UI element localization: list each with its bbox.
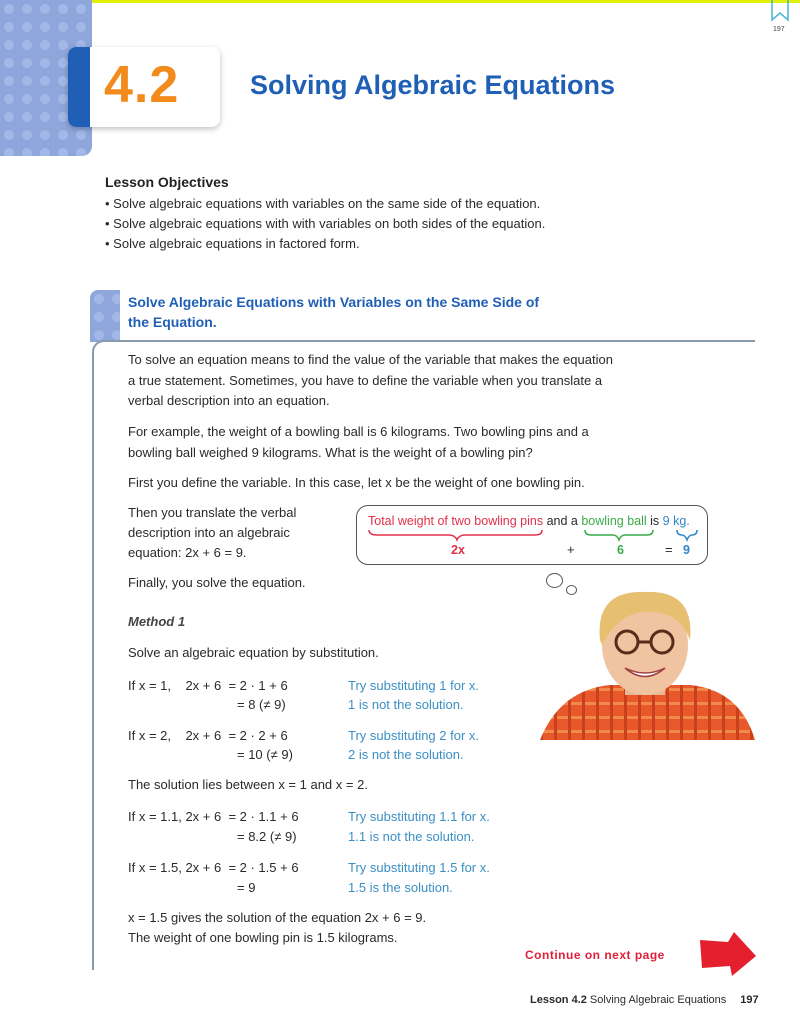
section-heading (128, 292, 539, 332)
step-result: = 10 (≠ 9) (237, 747, 293, 762)
top-border (0, 0, 800, 3)
step-note: 1 is not the solution. (348, 697, 464, 712)
paragraph-line: a true statement. Sometimes, you have to define the variable when you translate a (128, 373, 603, 388)
paragraph-line: bowling ball weighed 9 kilograms. What is the weight of a bowling pin? (128, 445, 533, 460)
step-note: Try substituting 1.1 for x. (348, 809, 490, 824)
step-note: Try substituting 2 for x. (348, 728, 480, 743)
objective-item: • Solve algebraic equations with with variables on both sides of the equation. (105, 216, 546, 231)
step-result: = 9 (237, 880, 256, 895)
method-intro: Solve an algebraic equation by substitution. (128, 645, 379, 660)
lesson-number-box (68, 47, 220, 127)
objective-item: • Solve algebraic equations with variables on the same side of the equation. (105, 196, 541, 211)
continue-link[interactable]: Continue on next page (525, 948, 665, 962)
objective-item: • Solve algebraic equations in factored form. (105, 236, 360, 251)
bubble-text-total: 9 kg. (662, 514, 690, 528)
step-equation: If x = 1.5, 2x + 6 = 2 · 1.5 + 6 (128, 860, 299, 875)
step-result: = 8 (≠ 9) (237, 697, 286, 712)
bubble-text: is (646, 514, 663, 528)
brace-marks (357, 528, 709, 542)
paragraph-line: Finally, you solve the equation. (128, 575, 306, 590)
footer-lesson-label: Lesson 4.2 (530, 994, 587, 1006)
bubble-text: and a (543, 514, 582, 528)
footer-lesson-title: Solving Algebraic Equations (589, 994, 727, 1006)
bubble-text-pins: Total weight of two bowling pins (368, 514, 544, 528)
bookmark-page-number: 197 (773, 26, 785, 33)
paragraph-line: verbal description into an equation. (128, 393, 330, 408)
section-heading-line: the Equation. (128, 314, 217, 330)
next-page-arrow-icon[interactable] (698, 930, 758, 978)
method-label: Method 1 (128, 614, 186, 629)
footer-page-number: 197 (740, 994, 759, 1006)
boy-illustration (540, 590, 755, 745)
step-note: Try substituting 1 for x. (348, 678, 480, 693)
paragraph-line: description into an algebraic (128, 525, 290, 540)
lesson-number: 4.2 (104, 56, 180, 114)
expr-9: 9 (683, 543, 690, 557)
paragraph-line: The solution lies between x = 1 and x = 2. (128, 777, 368, 792)
step-equation: If x = 1.1, 2x + 6 = 2 · 1.1 + 6 (128, 809, 299, 824)
bookmark-icon[interactable] (770, 0, 790, 22)
footer (530, 994, 759, 1006)
step-note: 1.1 is not the solution. (348, 829, 475, 844)
section-decoration (90, 290, 120, 342)
paragraph-line: equation: 2x + 6 = 9. (128, 545, 247, 560)
bubble-sentence (368, 514, 690, 528)
conclusion-line: x = 1.5 gives the solution of the equation 2x + 6 = 9. (128, 910, 427, 925)
expr-equals: = (665, 542, 673, 557)
step-result: = 8.2 (≠ 9) (237, 829, 297, 844)
paragraph-line: First you define the variable. In this case, let x be the weight of one bowling pin. (128, 475, 585, 490)
paragraph-line: Then you translate the verbal (128, 505, 297, 520)
step-note: Try substituting 1.5 for x. (348, 860, 490, 875)
step-equation: If x = 1, 2x + 6 = 2 · 1 + 6 (128, 678, 288, 693)
expr-plus: + (567, 542, 575, 557)
page-title: Solving Algebraic Equations (250, 70, 616, 100)
paragraph-line: For example, the weight of a bowling ball is 6 kilograms. Two bowling pins and a (128, 424, 589, 439)
step-equation: If x = 2, 2x + 6 = 2 · 2 + 6 (128, 728, 288, 743)
paragraph-line: To solve an equation means to find the value of the variable that makes the equation (128, 352, 613, 367)
expr-6: 6 (617, 543, 624, 557)
expr-2x: 2x (451, 543, 465, 557)
step-note: 2 is not the solution. (348, 747, 464, 762)
section-heading-line: Solve Algebraic Equations with Variables on the Same Side of (128, 294, 540, 310)
objectives-heading: Lesson Objectives (105, 174, 229, 190)
thought-circle (546, 573, 563, 588)
conclusion-line: The weight of one bowling pin is 1.5 kilograms. (128, 930, 398, 945)
bubble-text-ball: bowling ball (581, 514, 647, 528)
thought-bubble (356, 505, 708, 565)
step-note: 1.5 is the solution. (348, 880, 453, 895)
